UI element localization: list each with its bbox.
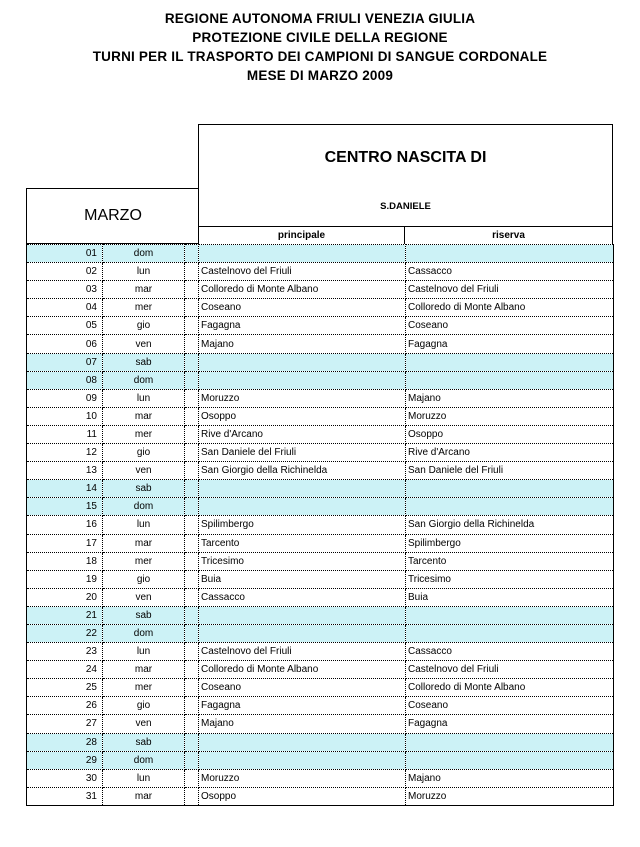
weekday-cell: mar xyxy=(103,787,185,805)
riserva-cell: Cassacco xyxy=(406,263,614,281)
spacer-cell xyxy=(185,534,199,552)
spacer-cell xyxy=(185,661,199,679)
principale-cell: Osoppo xyxy=(199,787,406,805)
riserva-cell: Fagagna xyxy=(406,335,614,353)
riserva-cell: San Giorgio della Richinelda xyxy=(406,516,614,534)
principale-cell: Moruzzo xyxy=(199,389,406,407)
schedule-table xyxy=(26,244,614,806)
principale-cell: Buia xyxy=(199,570,406,588)
table-row xyxy=(27,317,614,335)
day-cell: 15 xyxy=(27,498,103,516)
spacer-cell xyxy=(185,480,199,498)
riserva-cell: Colloredo di Monte Albano xyxy=(406,679,614,697)
weekday-cell: lun xyxy=(103,769,185,787)
day-cell: 19 xyxy=(27,570,103,588)
weekday-cell: ven xyxy=(103,588,185,606)
day-cell: 14 xyxy=(27,480,103,498)
day-cell: 18 xyxy=(27,552,103,570)
table-row xyxy=(27,624,614,642)
spacer-cell xyxy=(185,263,199,281)
table-row xyxy=(27,245,614,263)
spacer-cell xyxy=(185,389,199,407)
spacer-cell xyxy=(185,552,199,570)
weekday-cell: sab xyxy=(103,353,185,371)
table-row xyxy=(27,552,614,570)
day-cell: 26 xyxy=(27,697,103,715)
table-row xyxy=(27,751,614,769)
spacer-cell xyxy=(185,407,199,425)
riserva-cell xyxy=(406,371,614,389)
riserva-cell: Coseano xyxy=(406,697,614,715)
weekday-cell: mar xyxy=(103,407,185,425)
weekday-cell: gio xyxy=(103,444,185,462)
riserva-cell: Cassacco xyxy=(406,643,614,661)
spacer-cell xyxy=(185,769,199,787)
day-cell: 27 xyxy=(27,715,103,733)
table-row xyxy=(27,697,614,715)
principale-cell: Coseano xyxy=(199,299,406,317)
table-row xyxy=(27,733,614,751)
principale-cell: Tricesimo xyxy=(199,552,406,570)
spacer-cell xyxy=(185,444,199,462)
principale-cell xyxy=(199,498,406,516)
day-cell: 04 xyxy=(27,299,103,317)
riserva-cell xyxy=(406,480,614,498)
spacer-cell xyxy=(185,299,199,317)
weekday-cell: mer xyxy=(103,299,185,317)
riserva-cell: Rive d'Arcano xyxy=(406,444,614,462)
weekday-cell: sab xyxy=(103,480,185,498)
table-row xyxy=(27,263,614,281)
principale-cell: Castelnovo del Friuli xyxy=(199,643,406,661)
weekday-cell: sab xyxy=(103,733,185,751)
day-cell: 29 xyxy=(27,751,103,769)
table-row xyxy=(27,389,614,407)
principale-cell xyxy=(199,751,406,769)
table-row xyxy=(27,787,614,805)
weekday-cell: mer xyxy=(103,425,185,443)
principale-cell xyxy=(199,245,406,263)
riserva-cell: Majano xyxy=(406,389,614,407)
spacer-cell xyxy=(185,371,199,389)
spacer-cell xyxy=(185,679,199,697)
principale-cell: Cassacco xyxy=(199,588,406,606)
table-row xyxy=(27,661,614,679)
principale-cell: Castelnovo del Friuli xyxy=(199,263,406,281)
month-label: MARZO xyxy=(84,207,142,224)
riserva-cell xyxy=(406,733,614,751)
column-header-principale: principale xyxy=(198,226,405,244)
weekday-cell: ven xyxy=(103,715,185,733)
table-row xyxy=(27,444,614,462)
principale-cell: Spilimbergo xyxy=(199,516,406,534)
riserva-cell: Castelnovo del Friuli xyxy=(406,661,614,679)
spacer-cell xyxy=(185,697,199,715)
spacer-cell xyxy=(185,643,199,661)
weekday-cell: mer xyxy=(103,552,185,570)
day-cell: 24 xyxy=(27,661,103,679)
principale-cell: Majano xyxy=(199,715,406,733)
spacer-cell xyxy=(185,751,199,769)
heading-month: MESE DI MARZO 2009 xyxy=(246,68,394,83)
weekday-cell: dom xyxy=(103,371,185,389)
spacer-cell xyxy=(185,245,199,263)
riserva-cell: Moruzzo xyxy=(406,787,614,805)
weekday-cell: dom xyxy=(103,624,185,642)
spacer-cell xyxy=(185,588,199,606)
spacer-cell xyxy=(185,733,199,751)
table-row xyxy=(27,534,614,552)
heading-region: REGIONE AUTONOMA FRIULI VENEZIA GIULIA xyxy=(164,11,476,26)
weekday-cell: lun xyxy=(103,263,185,281)
weekday-cell: mer xyxy=(103,679,185,697)
spacer-cell xyxy=(185,425,199,443)
spacer-cell xyxy=(185,570,199,588)
principale-cell: Majano xyxy=(199,335,406,353)
day-cell: 12 xyxy=(27,444,103,462)
principale-cell: Colloredo di Monte Albano xyxy=(199,661,406,679)
centro-nascita-title: CENTRO NASCITA DI xyxy=(324,149,487,166)
day-cell: 16 xyxy=(27,516,103,534)
spacer-cell xyxy=(185,498,199,516)
table-row xyxy=(27,299,614,317)
principale-cell: Rive d'Arcano xyxy=(199,425,406,443)
day-cell: 17 xyxy=(27,534,103,552)
riserva-cell xyxy=(406,624,614,642)
table-row xyxy=(27,407,614,425)
day-cell: 05 xyxy=(27,317,103,335)
day-cell: 28 xyxy=(27,733,103,751)
day-cell: 13 xyxy=(27,462,103,480)
principale-cell: Tarcento xyxy=(199,534,406,552)
principale-cell: Moruzzo xyxy=(199,769,406,787)
table-row xyxy=(27,769,614,787)
riserva-cell: San Daniele del Friuli xyxy=(406,462,614,480)
principale-cell xyxy=(199,353,406,371)
riserva-cell xyxy=(406,606,614,624)
weekday-cell: gio xyxy=(103,317,185,335)
principale-cell xyxy=(199,371,406,389)
table-row xyxy=(27,588,614,606)
spacer-cell xyxy=(185,462,199,480)
table-row xyxy=(27,516,614,534)
spacer-cell xyxy=(185,606,199,624)
weekday-cell: mar xyxy=(103,534,185,552)
riserva-cell: Fagagna xyxy=(406,715,614,733)
day-cell: 02 xyxy=(27,263,103,281)
centro-nascita-box xyxy=(198,124,613,226)
table-row xyxy=(27,371,614,389)
principale-cell xyxy=(199,733,406,751)
table-row xyxy=(27,606,614,624)
principale-cell: Fagagna xyxy=(199,317,406,335)
table-row xyxy=(27,335,614,353)
riserva-cell: Coseano xyxy=(406,317,614,335)
weekday-cell: lun xyxy=(103,643,185,661)
riserva-cell: Majano xyxy=(406,769,614,787)
spacer-cell xyxy=(185,353,199,371)
table-row xyxy=(27,715,614,733)
schedule-body xyxy=(27,245,614,806)
table-row xyxy=(27,498,614,516)
weekday-cell: dom xyxy=(103,245,185,263)
weekday-cell: lun xyxy=(103,389,185,407)
weekday-cell: dom xyxy=(103,751,185,769)
spacer-cell xyxy=(185,787,199,805)
day-cell: 08 xyxy=(27,371,103,389)
day-cell: 10 xyxy=(27,407,103,425)
weekday-cell: mar xyxy=(103,281,185,299)
riserva-cell xyxy=(406,498,614,516)
table-row xyxy=(27,462,614,480)
document-heading xyxy=(0,9,640,85)
principale-cell: San Daniele del Friuli xyxy=(199,444,406,462)
principale-cell: San Giorgio della Richinelda xyxy=(199,462,406,480)
table-row xyxy=(27,480,614,498)
riserva-cell: Colloredo di Monte Albano xyxy=(406,299,614,317)
day-cell: 25 xyxy=(27,679,103,697)
day-cell: 21 xyxy=(27,606,103,624)
spacer-cell xyxy=(185,281,199,299)
day-cell: 01 xyxy=(27,245,103,263)
day-cell: 30 xyxy=(27,769,103,787)
centro-nascita-location: S.DANIELE xyxy=(380,201,431,212)
day-cell: 11 xyxy=(27,425,103,443)
day-cell: 07 xyxy=(27,353,103,371)
table-row xyxy=(27,679,614,697)
table-row xyxy=(27,570,614,588)
principale-cell: Fagagna xyxy=(199,697,406,715)
column-header-riserva: riserva xyxy=(405,226,613,244)
day-cell: 23 xyxy=(27,643,103,661)
day-cell: 31 xyxy=(27,787,103,805)
day-cell: 03 xyxy=(27,281,103,299)
riserva-cell xyxy=(406,353,614,371)
riserva-cell xyxy=(406,751,614,769)
heading-protezione-civile: PROTEZIONE CIVILE DELLA REGIONE xyxy=(192,30,448,45)
table-row xyxy=(27,425,614,443)
weekday-cell: ven xyxy=(103,462,185,480)
spacer-cell xyxy=(185,335,199,353)
day-cell: 09 xyxy=(27,389,103,407)
day-cell: 06 xyxy=(27,335,103,353)
weekday-cell: dom xyxy=(103,498,185,516)
weekday-cell: sab xyxy=(103,606,185,624)
riserva-cell: Tarcento xyxy=(406,552,614,570)
principale-cell xyxy=(199,606,406,624)
riserva-cell: Buia xyxy=(406,588,614,606)
principale-cell: Colloredo di Monte Albano xyxy=(199,281,406,299)
day-cell: 20 xyxy=(27,588,103,606)
principale-cell: Osoppo xyxy=(199,407,406,425)
principale-cell xyxy=(199,480,406,498)
riserva-cell xyxy=(406,245,614,263)
table-row xyxy=(27,643,614,661)
weekday-cell: gio xyxy=(103,570,185,588)
heading-turni: TURNI PER IL TRASPORTO DEI CAMPIONI DI SANGUE CORDONALE xyxy=(92,49,548,64)
table-row xyxy=(27,353,614,371)
principale-cell: Coseano xyxy=(199,679,406,697)
principale-cell xyxy=(199,624,406,642)
weekday-cell: lun xyxy=(103,516,185,534)
weekday-cell: ven xyxy=(103,335,185,353)
table-row xyxy=(27,281,614,299)
spacer-cell xyxy=(185,715,199,733)
spacer-cell xyxy=(185,624,199,642)
riserva-cell: Spilimbergo xyxy=(406,534,614,552)
riserva-cell: Tricesimo xyxy=(406,570,614,588)
spacer-cell xyxy=(185,317,199,335)
riserva-cell: Moruzzo xyxy=(406,407,614,425)
riserva-cell: Osoppo xyxy=(406,425,614,443)
month-box xyxy=(26,188,198,244)
spacer-cell xyxy=(185,516,199,534)
riserva-cell: Castelnovo del Friuli xyxy=(406,281,614,299)
weekday-cell: gio xyxy=(103,697,185,715)
day-cell: 22 xyxy=(27,624,103,642)
weekday-cell: mar xyxy=(103,661,185,679)
